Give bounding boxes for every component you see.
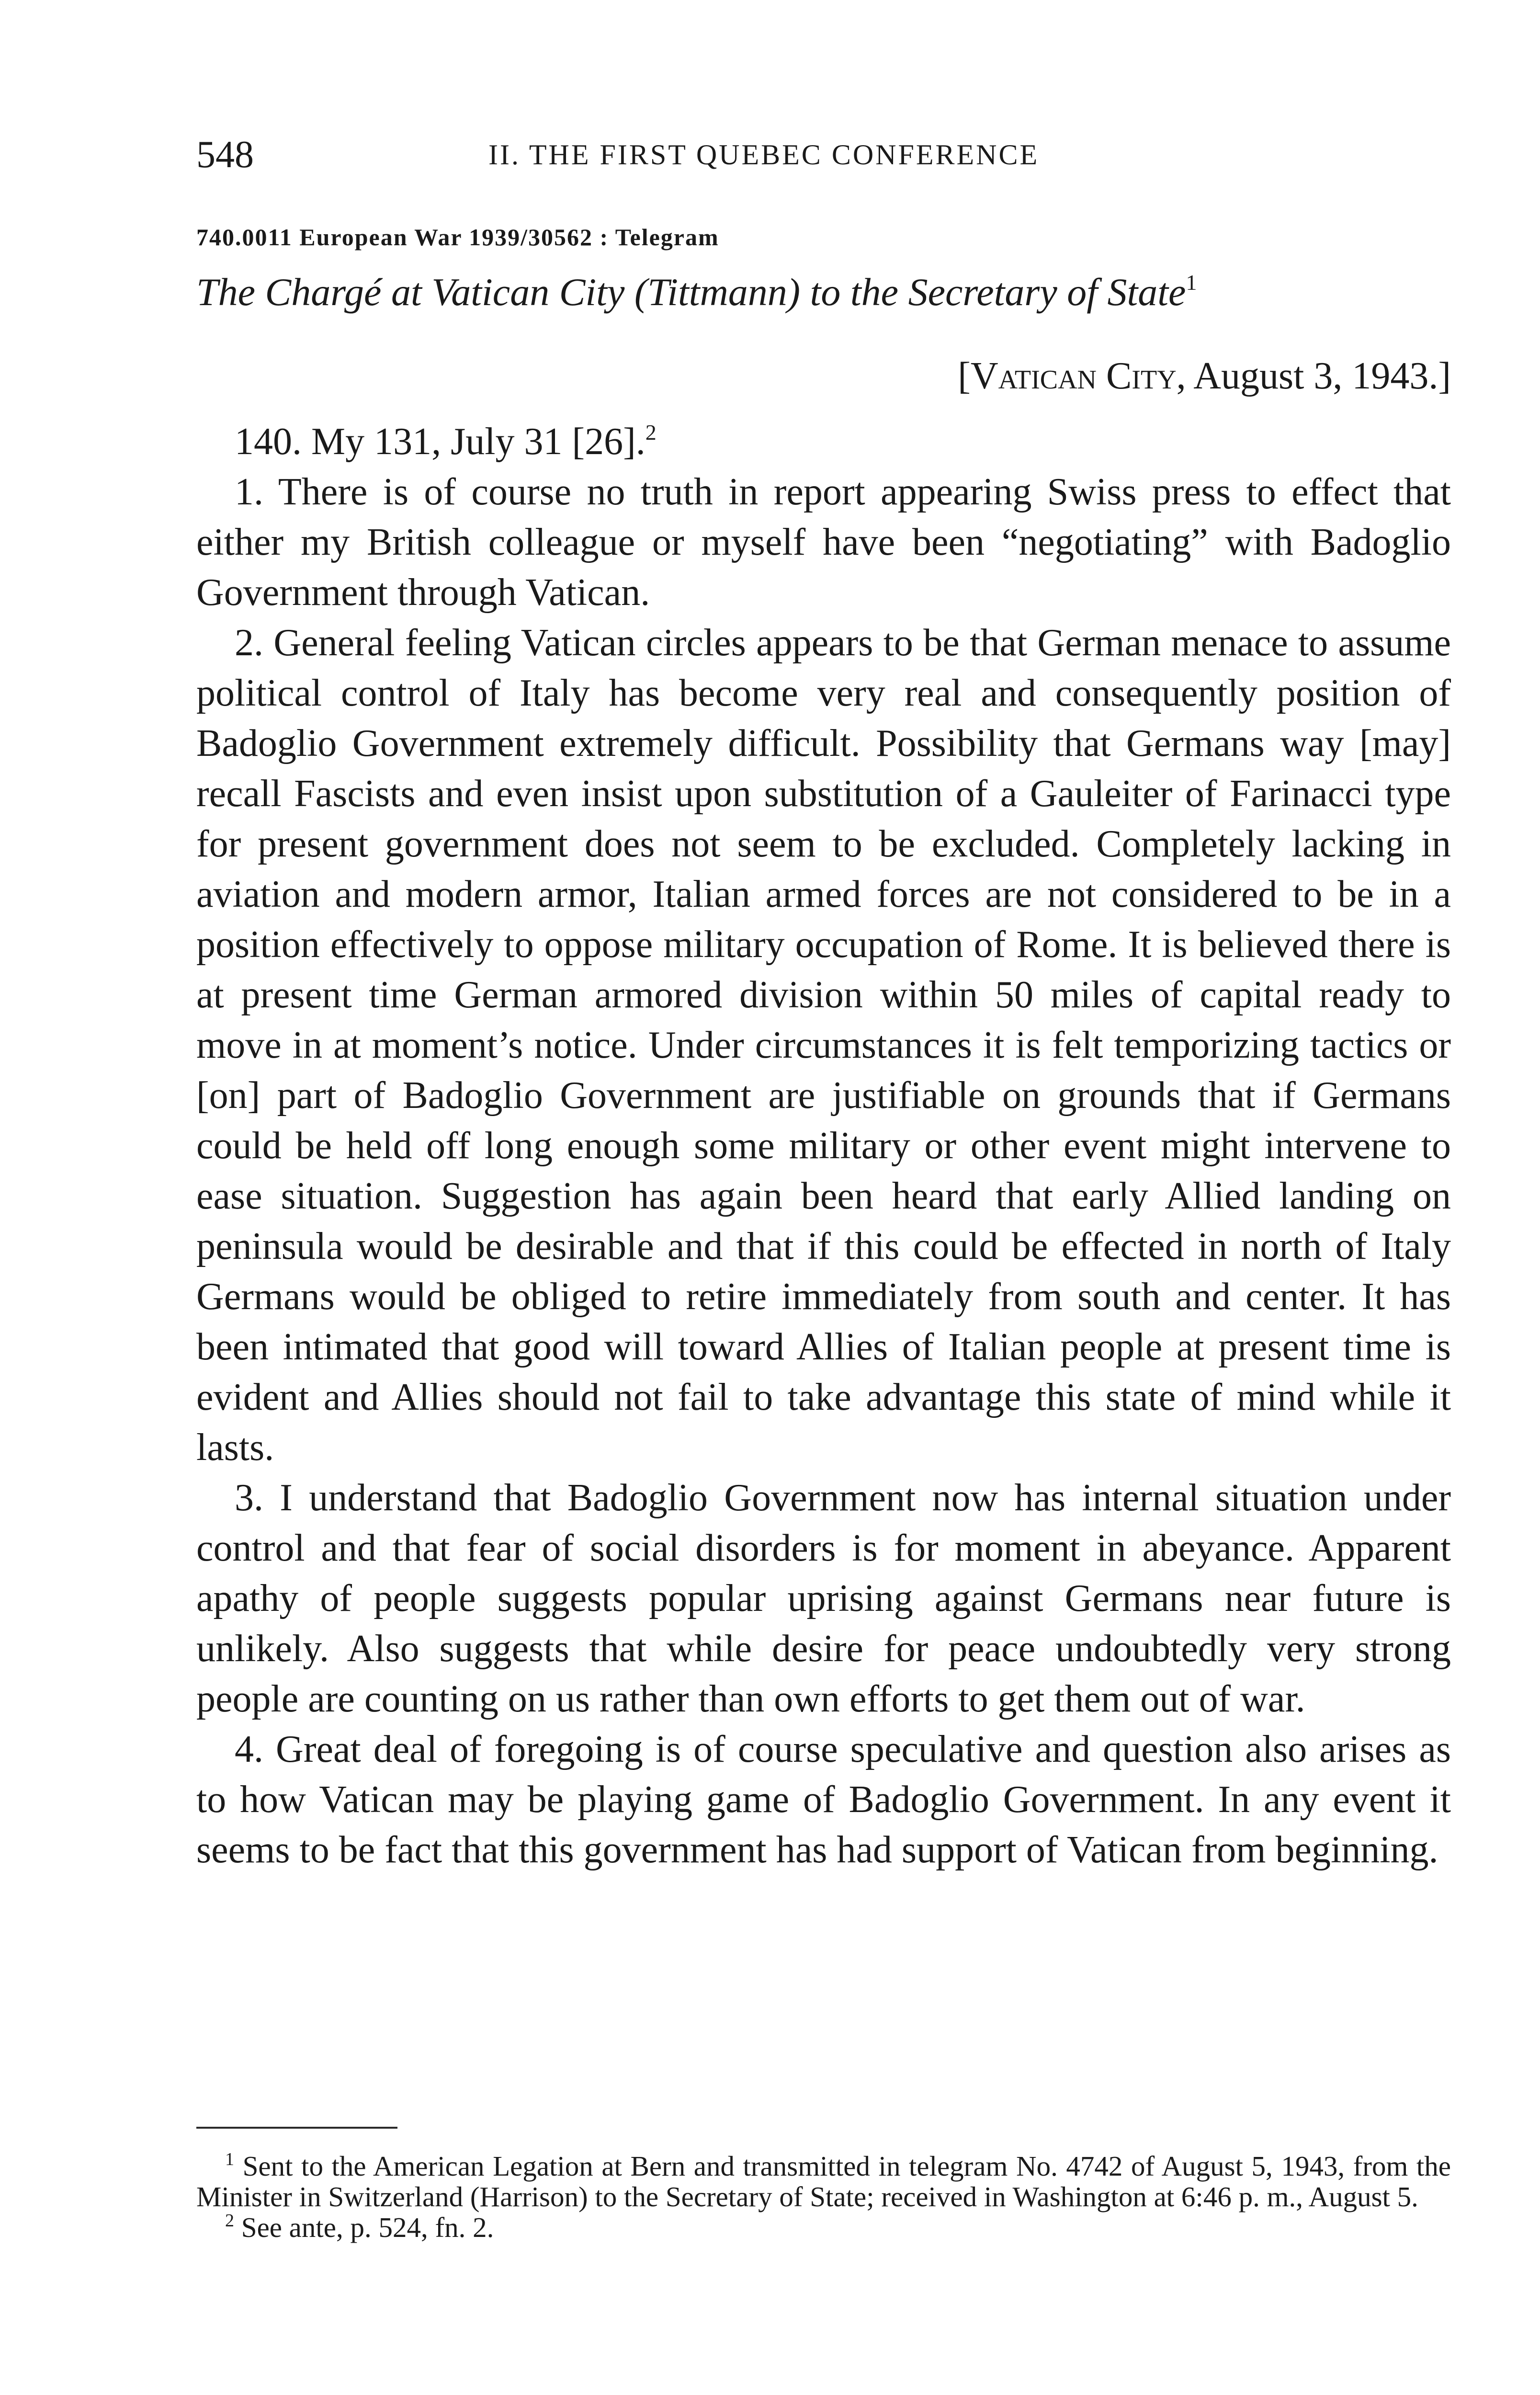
footnotes xyxy=(196,2151,1451,2243)
footnote-text: See ante, p. 524, fn. 2. xyxy=(241,2212,494,2243)
title-footnote-mark: 1 xyxy=(1186,270,1197,295)
dateline-date: , August 3, 1943.] xyxy=(1176,355,1451,397)
footnote-1 xyxy=(196,2151,1451,2212)
footnote-number: 2 xyxy=(225,2211,234,2231)
footnote-divider xyxy=(196,2127,397,2129)
page-number: 548 xyxy=(196,134,254,176)
paragraph-3: 3. I understand that Badoglio Government now has internal situation under control and that fear of social disorders is for moment in abeyance. Apparent apathy of people suggests popular uprising against Germans near future is unlikely. Also suggests that while desire for peace undoubtedly very strong people are counting on us rather than own efforts to get them out of war. xyxy=(196,1477,1451,1720)
telegram-body xyxy=(196,417,1451,1875)
footnote-2 xyxy=(196,2212,1451,2243)
footnote-number: 1 xyxy=(225,2149,234,2169)
paragraph-1: 1. There is of course no truth in report appearing Swiss press to effect that either my British colleague or myself have been “negotiating” with Badoglio Government through Vatican. xyxy=(196,471,1451,614)
document-title-text: The Chargé at Vatican City (Tittmann) to the Secretary of State xyxy=(196,270,1186,314)
dateline-open-bracket: [ xyxy=(958,355,971,397)
footnote-text: Sent to the American Legation at Bern and transmitted in telegram No. 4742 of August 5, 1943, from the Minister in Switzerland (Harrison) to the Secretary of State; received in Washington at 6:46 p. m., August 5. xyxy=(196,2150,1451,2213)
file-reference: 740.0011 European War 1939/30562 : Telegram xyxy=(196,224,719,251)
paragraph-2: 2. General feeling Vatican circles appears to be that German menace to assume political control of Italy has become very real and consequently position of Badoglio Government extremely difficult. Possibility that Germans way [may] recall Fascists and even insist upon substitution of a Gauleiter of Farinacci type for present government does not seem to be excluded. Completely lacking in aviation and modern armor, Italian armed forces are not considered to be in a position effectively to oppose military occupation of Rome. It is believed there is at present time German armored division within 50 miles of capital ready to move in at moment’s notice. Under circumstances it is felt temporizing tactics or [on] part of Badoglio Government are justifiable on grounds that if Germans could be held off long enough some military or other event might intervene to ease situation. Suggestion has again been heard that early Allied landing on peninsula would be desirable and that if this could be effected in north of Italy Germans would be obliged to retire immediately from south and center. It has been intimated that good will toward Allies of Italian people at present time is evident and Allies should not fail to take advantage this state of mind while it lasts. xyxy=(196,622,1451,1469)
running-title: II. THE FIRST QUEBEC CONFERENCE xyxy=(488,139,1040,171)
paragraph-text: 140. My 131, July 31 [26]. xyxy=(235,421,645,463)
running-header xyxy=(196,128,1451,181)
dateline-place: Vatican City xyxy=(970,355,1177,397)
paragraph-reference xyxy=(196,417,1451,467)
paragraph-4: 4. Great deal of foregoing is of course speculative and question also arises as to how Vatican may be playing game of Badoglio Government. In any event it seems to be fact that this government has had support of Vatican from beginning. xyxy=(196,1728,1451,1871)
footnote-mark: 2 xyxy=(645,420,657,445)
document-title xyxy=(196,266,1451,319)
dateline xyxy=(958,350,1451,402)
